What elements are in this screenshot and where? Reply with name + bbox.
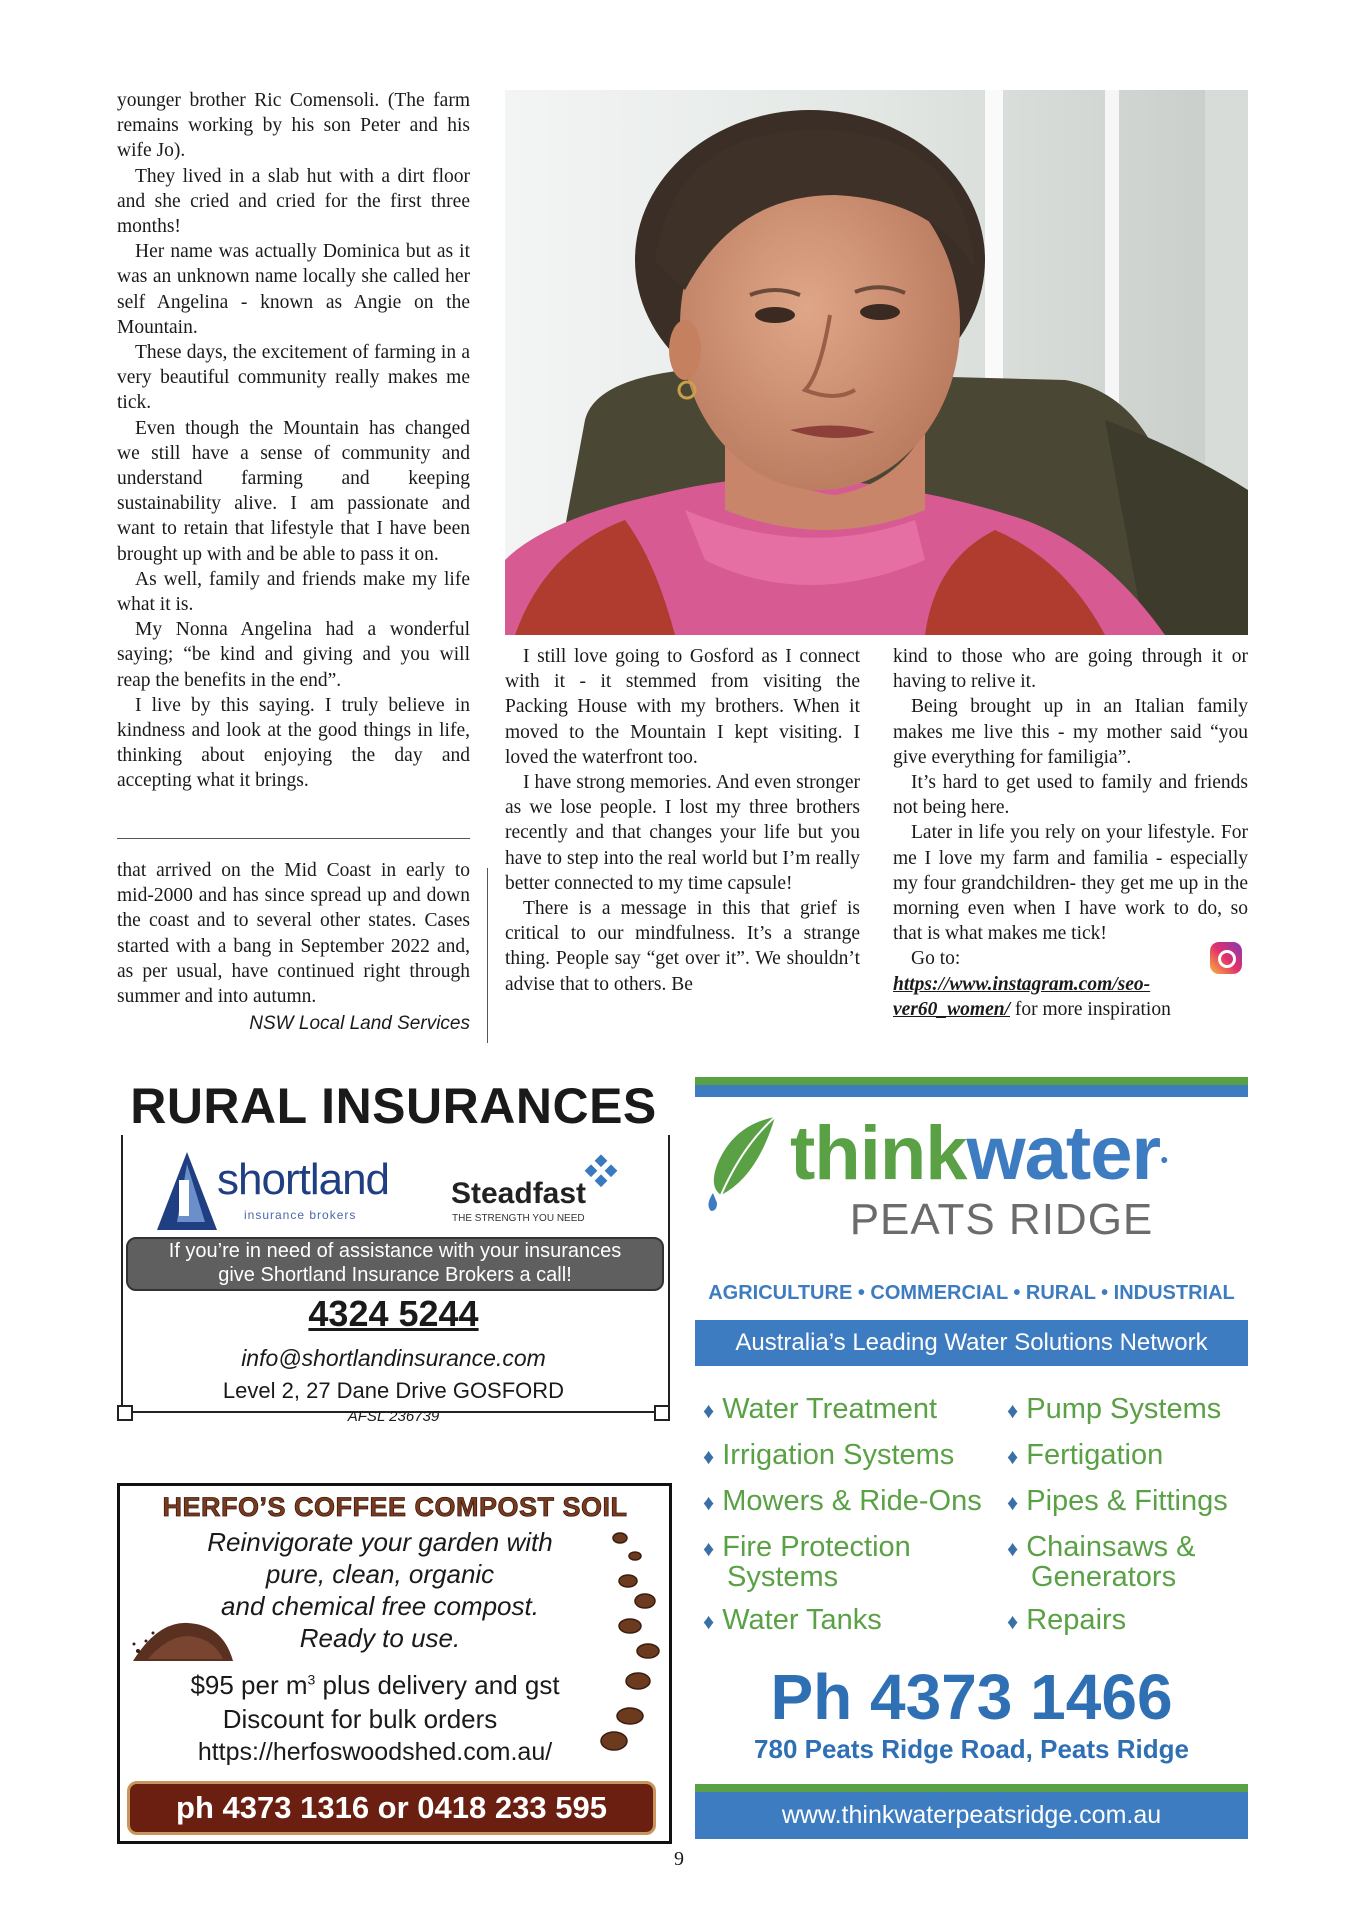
services-left-list: [703, 1387, 982, 1644]
ad-title: HERFO’S COFFEE COMPOST SOIL: [162, 1492, 628, 1522]
location-name: PEATS RIDGE: [849, 1195, 1154, 1244]
services-right-list: [1007, 1387, 1228, 1644]
portrait-illustration: [505, 90, 1248, 635]
list-item: ♦ Water Treatment: [703, 1393, 938, 1425]
page-number: 9: [674, 1848, 684, 1870]
steadfast-wordmark: Steadfast: [451, 1177, 587, 1210]
website-url[interactable]: https://herfoswoodshed.com.au/: [197, 1738, 553, 1766]
list-item: ♦ Repairs: [1007, 1604, 1127, 1636]
herfo-compost-ad: [117, 1483, 672, 1844]
shortland-logo-icon: [157, 1152, 217, 1230]
paragraph: There is a message in this that grief is critical to our mindfulness. It’s a strange thing. People say “get over it”. We shouldn’t advise that to others. Be: [505, 898, 860, 995]
sectors-line: AGRICULTURE • COMMERCIAL • RURAL • INDUSTRIAL: [708, 1282, 1235, 1304]
discount-note: Discount for bulk orders: [222, 1704, 498, 1734]
email-address[interactable]: info@shortlandinsurance.com: [241, 1345, 546, 1371]
instagram-paragraph: https://www.instagram.com/seo-ver60_women/ for more inspiration: [893, 973, 1171, 1020]
steadfast-tagline: THE STRENGTH YOU NEED: [452, 1213, 585, 1224]
phone-number[interactable]: 4324 5244: [308, 1293, 479, 1334]
list-item: ♦ Fire Protection: [703, 1531, 911, 1563]
paragraph: It’s hard to get used to family and friends not being here.: [893, 772, 1248, 819]
portrait-photo: [505, 90, 1248, 635]
thinkwater-wordmark: thinkwater●: [790, 1111, 1168, 1196]
list-item: ♦ Pipes & Fittings: [1007, 1485, 1228, 1517]
divider: [117, 838, 470, 839]
green-rule: [695, 1077, 1248, 1085]
paragraph: As well, family and friends make my life what it is.: [117, 568, 470, 616]
list-item: ♦ Irrigation Systems: [703, 1439, 955, 1471]
phone-number[interactable]: Ph 4373 1466: [770, 1661, 1173, 1733]
paragraph: I still love going to Gosford as I connect with it - it stemmed from visiting the Packing House with my brothers. When it moved to the Mountain I kept visiting. I loved the waterfront too.: [505, 646, 860, 768]
rural-insurances-ad: [117, 1077, 670, 1434]
list-item: ♦ Pump Systems: [1007, 1393, 1222, 1425]
tagline-banner: Australia’s Leading Water Solutions Network: [695, 1320, 1248, 1366]
paragraph: Being brought up in an Italian family makes me live this - my mother said “you give everything for familigia”.: [893, 696, 1248, 768]
goto-line: Go to:: [893, 946, 1248, 971]
article-column-right: [893, 644, 1248, 1022]
price: $95 per $m^3$ plus delivery and gst: [190, 1670, 560, 1700]
article-column-left-lower: [117, 858, 470, 1036]
list-item: ♦ Chainsaws &: [1007, 1531, 1196, 1563]
phone-banner[interactable]: ph 4373 1316 or 0418 233 595: [127, 1781, 656, 1835]
paragraph: kind to those who are going through it or having to relive it.: [893, 646, 1248, 693]
paragraph: They lived in a slab hut with a dirt floor and she cried and cried for the first three months!: [117, 165, 470, 238]
steadfast-logo-icon: [579, 1154, 623, 1198]
paragraph: My Nonna Angelina had a wonderful saying; “be kind and giving and you will reap the benefits in the end”.: [117, 619, 470, 691]
divider: [487, 868, 488, 1043]
instagram-icon[interactable]: [1210, 942, 1242, 974]
paragraph: that arrived on the Mid Coast in early to mid-2000 and has since spread up and down the coast and to several other states. Cases started with a bang in September 2022 and, as per usual, have continued right through summer and into autumn.: [117, 860, 470, 1008]
green-rule: [695, 1784, 1248, 1792]
ad-banner: If you’re in need of assistance with your insurances give Shortland Insurance Brokers a call!: [126, 1237, 664, 1291]
street-address: 780 Peats Ridge Road, Peats Ridge: [754, 1734, 1189, 1764]
article-column-left: [117, 88, 470, 794]
afsl-number: AFSL 236739: [347, 1408, 440, 1425]
coffee-beans-icon: [600, 1526, 665, 1766]
paragraph: Even though the Mountain has changed we still have a sense of community and understand farming and keeping sustainability alive. I am passionate and want to retain that lifestyle that I have been brought up with and be able to pass it on.: [117, 417, 470, 565]
postal-address: Level 2, 27 Dane Drive GOSFORD: [222, 1378, 565, 1403]
paragraph: These days, the excitement of farming in a very beautiful community really makes me tick.: [117, 342, 470, 414]
list-item: Generators: [1031, 1561, 1177, 1593]
paragraph: Later in life you rely on your lifestyle. For me I love my farm and familia - especially my four grandchildren- they get me up in the morning even when I have work to do, so that is what makes me tick!: [893, 822, 1248, 945]
paragraph: Her name was actually Dominica but as it was an unknown name locally she called her self Angelina - known as Angie on the Mountain.: [117, 241, 470, 338]
ad-title: RURAL INSURANCES: [117, 1077, 670, 1135]
thinkwater-ad: [695, 1077, 1248, 1839]
paragraph: I live by this saying. I truly believe in kindness and look at the good things in life, thinking about enjoying the day and accepting what it brings.: [117, 694, 470, 792]
shortland-subtitle: insurance brokers: [244, 1208, 357, 1222]
list-item: ♦ Water Tanks: [703, 1604, 882, 1636]
list-item: ♦ Fertigation: [1007, 1439, 1164, 1471]
list-item: ♦ Mowers & Ride-Ons: [703, 1485, 982, 1517]
blue-rule: [695, 1085, 1248, 1097]
paragraph: I have strong memories. And even stronger as we lose people. I lost my three brothers recently and that changes your life but you have to step into the real world but I’m really better connected to my time capsule!: [505, 772, 860, 894]
paragraph: younger brother Ric Comensoli. (The farm remains working by his son Peter and his wife Jo).: [117, 90, 470, 162]
article-column-middle: [505, 644, 860, 997]
instagram-link[interactable]: https://www.instagram.com/seo-ver60_women/: [893, 973, 1151, 1020]
website-url[interactable]: www.thinkwaterpeatsridge.com.au: [695, 1792, 1248, 1839]
compost-pile-icon: [128, 1611, 238, 1666]
shortland-wordmark: shortland: [217, 1155, 390, 1204]
ad-description: Reinvigorate your garden with pure, clean, organic and chemical free compost. Ready to use.: [207, 1527, 553, 1653]
list-item: Systems: [727, 1561, 839, 1593]
article-credit: NSW Local Land Services: [249, 1013, 470, 1035]
